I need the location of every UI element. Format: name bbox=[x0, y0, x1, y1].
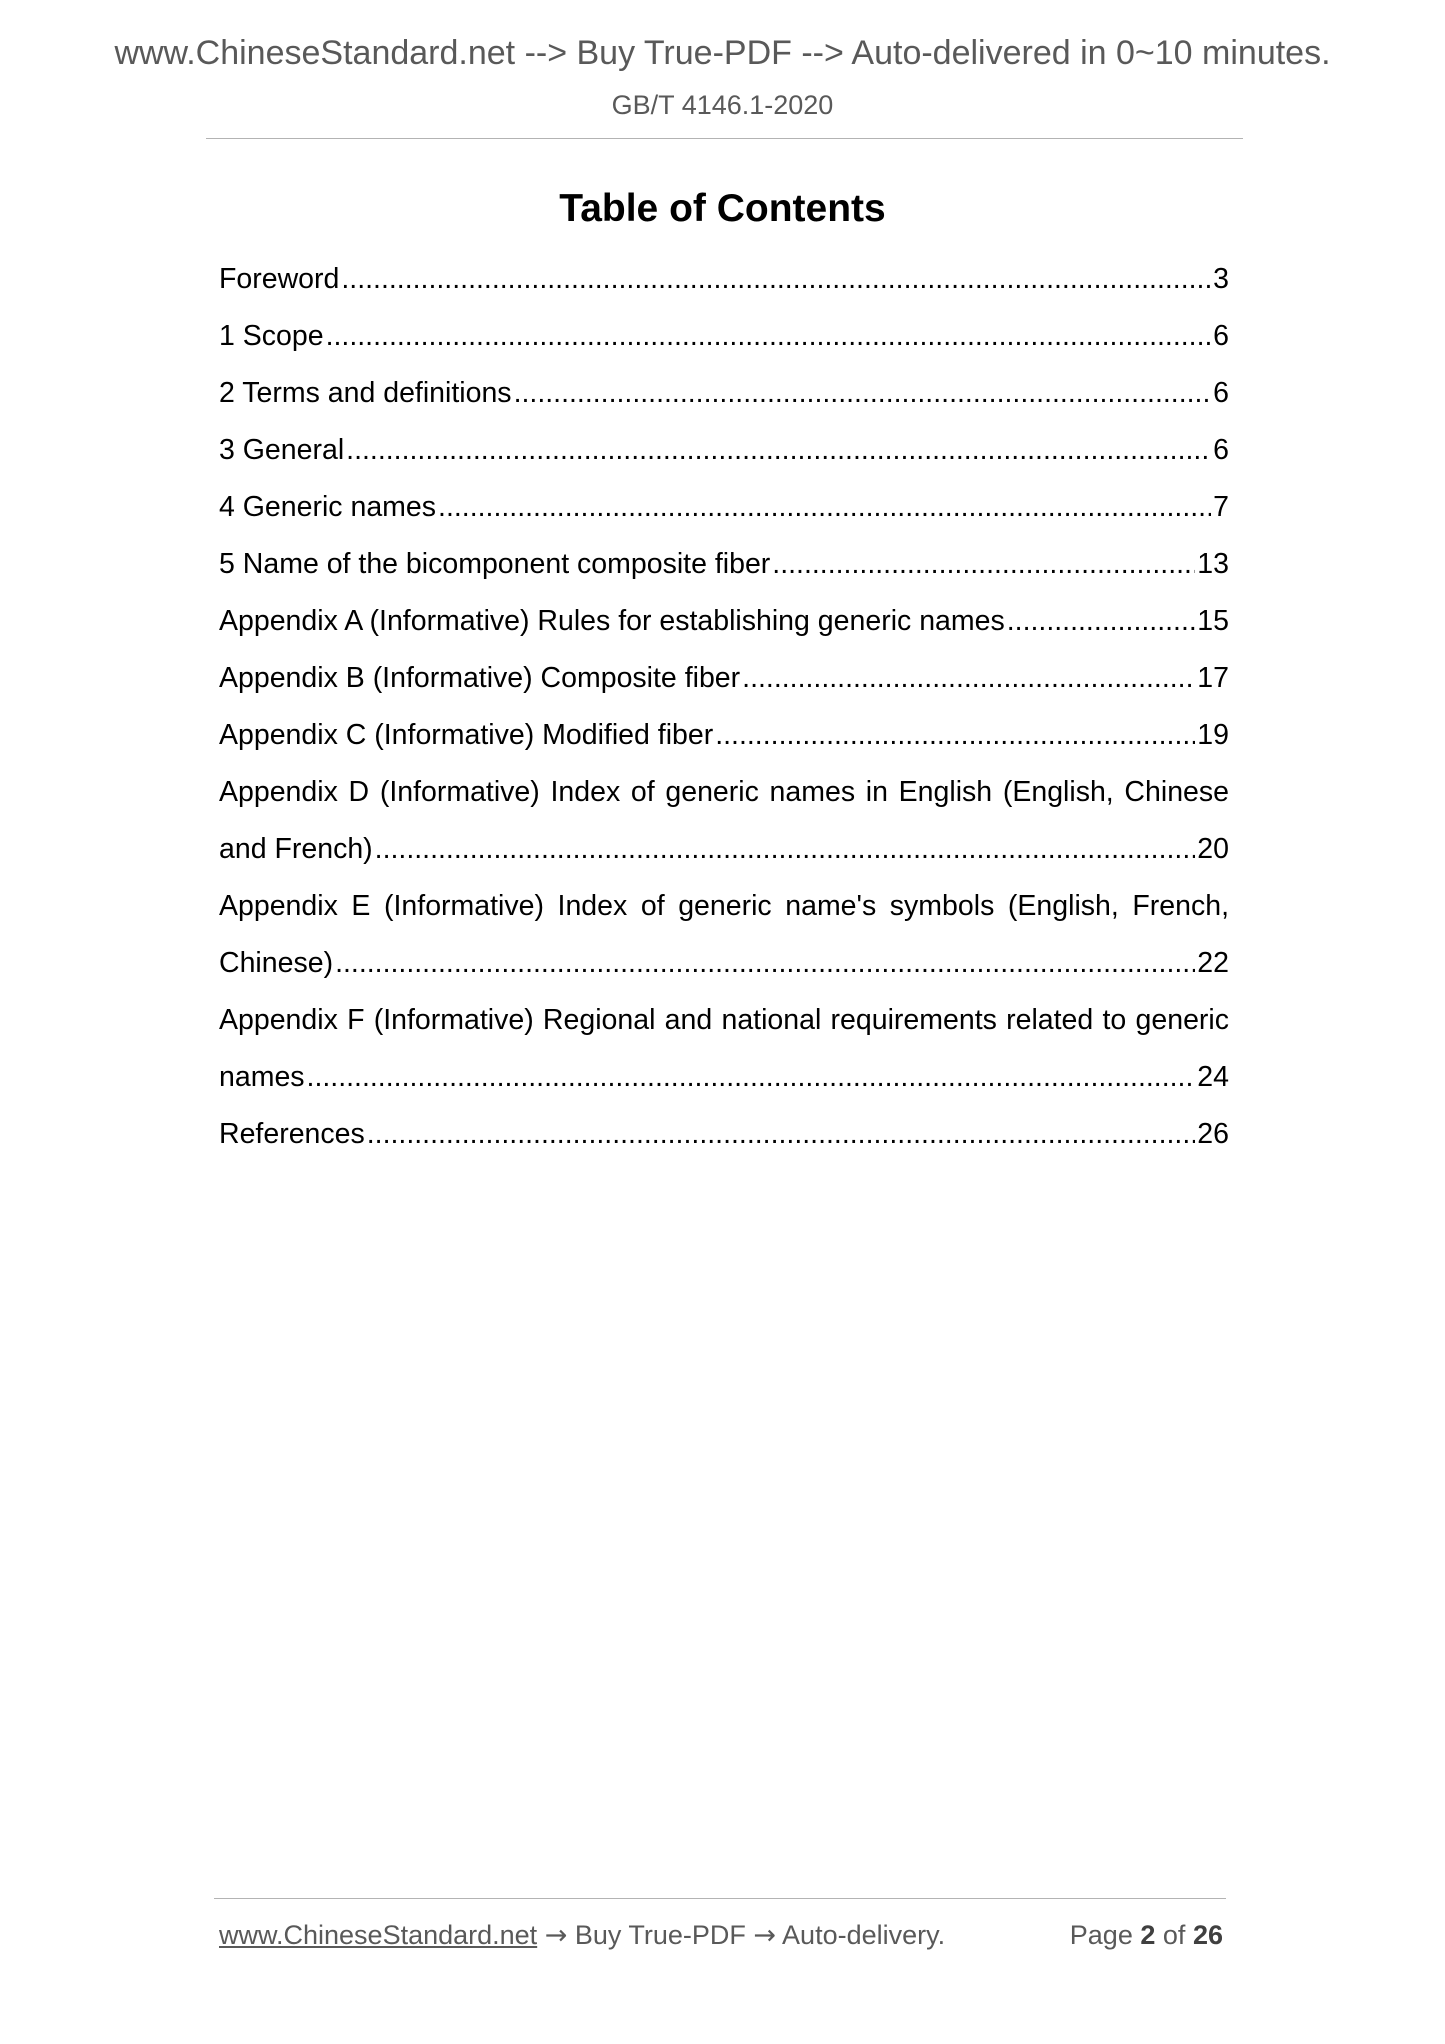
toc-entry-label: 4 Generic names bbox=[219, 491, 437, 523]
toc-entry-bicomponent[interactable] bbox=[219, 536, 1229, 593]
toc-title: Table of Contents bbox=[559, 187, 886, 230]
toc-entry-page: 6 bbox=[1213, 320, 1229, 352]
toc-entry-label: Chinese) bbox=[219, 947, 334, 979]
toc-entry-label: 5 Name of the bicomponent composite fiber bbox=[219, 548, 771, 580]
toc-dot-leader bbox=[341, 251, 1211, 308]
toc-entry-page: 24 bbox=[1197, 1061, 1229, 1093]
toc-entry-appendix-e[interactable] bbox=[219, 878, 1229, 992]
toc-entry-general[interactable] bbox=[219, 422, 1229, 479]
toc-entry-label: 2 Terms and definitions bbox=[219, 377, 512, 409]
toc-dot-leader bbox=[346, 422, 1211, 479]
footer-site-link[interactable]: www.ChineseStandard.net bbox=[219, 1920, 538, 1950]
toc-entry-label: Appendix C (Informative) Modified fiber bbox=[219, 719, 714, 751]
toc-entry-page: 7 bbox=[1213, 491, 1229, 523]
page-label: Page bbox=[1069, 1920, 1133, 1950]
toc-entry-page: 26 bbox=[1197, 1118, 1229, 1150]
page-of: of bbox=[1162, 1920, 1186, 1950]
toc-entry-label: names bbox=[219, 1061, 305, 1093]
page-total: 26 bbox=[1192, 1920, 1223, 1950]
toc-entry-label: Appendix A (Informative) Rules for establishing generic names bbox=[219, 605, 1005, 637]
footer-buy-text: Buy True-PDF bbox=[574, 1920, 746, 1950]
toc-dot-leader bbox=[772, 536, 1195, 593]
toc-entry-page: 22 bbox=[1197, 947, 1229, 979]
toc-entry-page: 3 bbox=[1213, 263, 1229, 295]
toc-dot-leader bbox=[367, 1106, 1196, 1163]
toc-entry-page: 6 bbox=[1213, 377, 1229, 409]
toc-entry-references[interactable] bbox=[219, 1106, 1229, 1163]
footer-promo bbox=[219, 1915, 945, 1956]
toc-entry-scope[interactable] bbox=[219, 308, 1229, 365]
toc-entry-label: 1 Scope bbox=[219, 320, 324, 352]
standard-code: GB/T 4146.1-2020 bbox=[611, 90, 834, 120]
toc-entry-label: 3 General bbox=[219, 434, 345, 466]
toc-entry-page: 20 bbox=[1197, 833, 1229, 865]
toc-dot-leader bbox=[326, 308, 1212, 365]
toc-entry-terms[interactable] bbox=[219, 365, 1229, 422]
toc-dot-leader bbox=[514, 365, 1212, 422]
toc-dot-leader bbox=[438, 479, 1211, 536]
toc-entry-page: 13 bbox=[1197, 548, 1229, 580]
toc-entry-appendix-a[interactable] bbox=[219, 593, 1229, 650]
arrow-right-icon: → bbox=[753, 1920, 777, 1951]
toc-entry-page: 17 bbox=[1197, 662, 1229, 694]
toc-entry-appendix-f[interactable] bbox=[219, 992, 1229, 1106]
toc-entry-appendix-b[interactable] bbox=[219, 650, 1229, 707]
arrow-right-icon: → bbox=[544, 1920, 568, 1951]
table-of-contents bbox=[219, 251, 1229, 1163]
toc-entry-label: Appendix B (Informative) Composite fiber bbox=[219, 662, 741, 694]
toc-entry-foreword[interactable] bbox=[219, 251, 1229, 308]
header-divider bbox=[206, 138, 1243, 139]
toc-entry-appendix-d[interactable] bbox=[219, 764, 1229, 878]
toc-dot-leader bbox=[715, 707, 1195, 764]
toc-entry-label: and French) bbox=[219, 833, 373, 865]
toc-entry-page: 15 bbox=[1197, 605, 1229, 637]
toc-entry-label-line1: Appendix D (Informative) Index of generic names in English (English, Chinese bbox=[219, 776, 1229, 808]
page-current: 2 bbox=[1140, 1920, 1156, 1950]
top-banner: www.ChineseStandard.net --> Buy True-PDF --> Auto-delivered in 0~10 minutes. bbox=[114, 34, 1331, 72]
toc-dot-leader bbox=[742, 650, 1195, 707]
toc-entry-label-line1: Appendix F (Informative) Regional and national requirements related to generic bbox=[219, 1004, 1229, 1036]
toc-dot-leader bbox=[335, 935, 1195, 992]
toc-dot-leader bbox=[1007, 593, 1196, 650]
toc-dot-leader bbox=[307, 1049, 1196, 1106]
toc-entry-generic-names[interactable] bbox=[219, 479, 1229, 536]
footer-delivery-text: Auto-delivery. bbox=[782, 1920, 946, 1950]
toc-entry-label-line1: Appendix E (Informative) Index of generic name's symbols (English, French, bbox=[219, 890, 1229, 922]
toc-entry-label: Foreword bbox=[219, 263, 340, 295]
toc-dot-leader bbox=[375, 821, 1196, 878]
toc-entry-label: References bbox=[219, 1118, 365, 1150]
footer-divider bbox=[214, 1898, 1226, 1899]
toc-entry-appendix-c[interactable] bbox=[219, 707, 1229, 764]
toc-entry-page: 6 bbox=[1213, 434, 1229, 466]
toc-entry-page: 19 bbox=[1197, 719, 1229, 751]
page-number bbox=[1070, 1915, 1223, 1955]
